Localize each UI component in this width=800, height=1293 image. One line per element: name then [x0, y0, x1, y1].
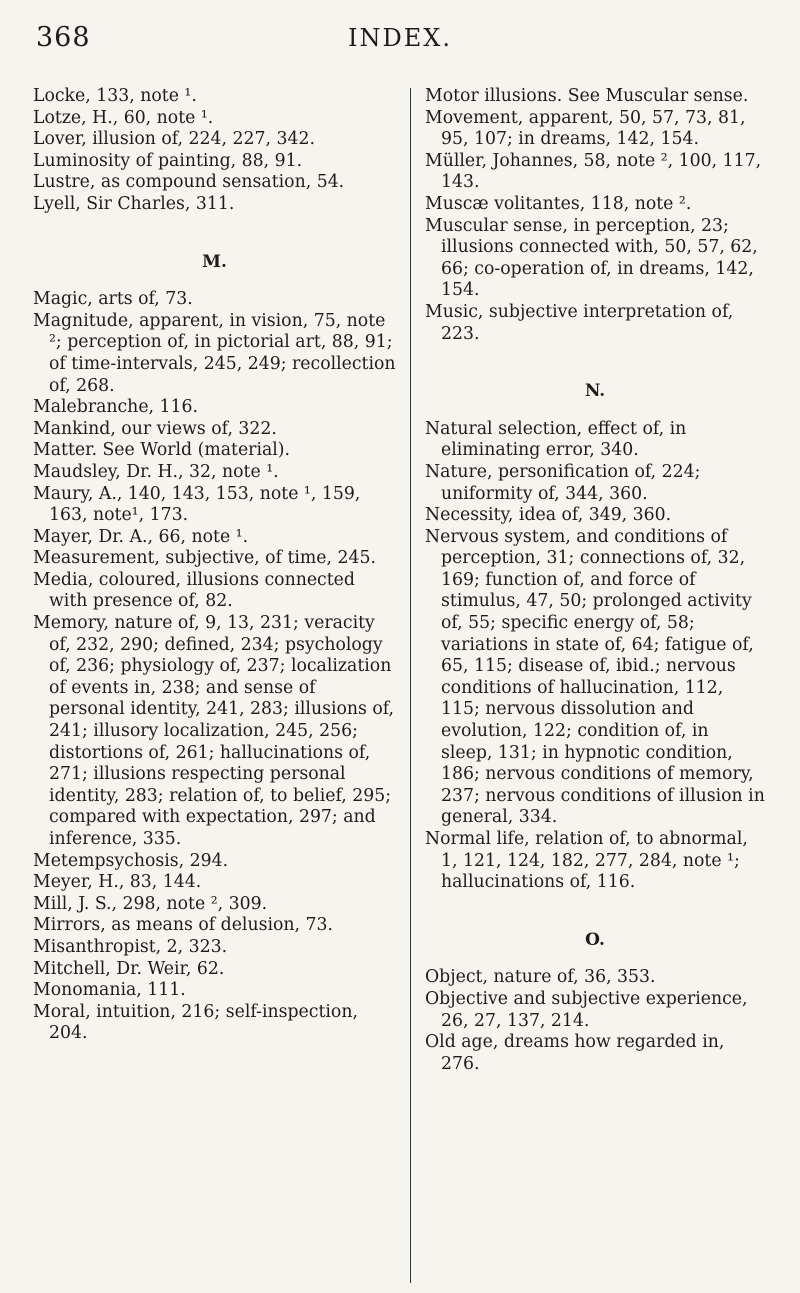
running-head: INDEX.	[348, 24, 452, 52]
index-entry: Nature, personification of, 224; uniformity of, 344, 360.	[425, 461, 701, 504]
index-entry: Mirrors, as means of delusion, 73.	[33, 915, 333, 936]
index-entry: Matter. See World (material).	[33, 440, 291, 461]
index-entry: Lyell, Sir Charles, 311.	[33, 193, 235, 214]
index-entry: Muscular sense, in perception, 23; illusions connected with, 50, 57, 62, 66; co-operation of, in dreams, 142, 154.	[425, 215, 758, 301]
index-entry: Magnitude, apparent, in vision, 75, note ²; perception of, in pictorial art, 88, 91; of time-intervals, 245, 249; recollection of, 268.	[33, 310, 396, 396]
index-entry: Mitchell, Dr. Weir, 62.	[33, 958, 225, 979]
index-entry: Luminosity of painting, 88, 91.	[33, 150, 303, 171]
index-entry: Meyer, H., 83, 144.	[33, 872, 202, 893]
index-entry: Measurement, subjective, of time, 245.	[33, 548, 377, 569]
index-entry: Maury, A., 140, 143, 153, note ¹, 159, 163, note¹, 173.	[33, 483, 361, 526]
index-entry: Misanthropist, 2, 323.	[33, 936, 228, 957]
index-entry: Nervous system, and conditions of perception, 31; connections of, 32, 169; function of, and force of stimulus, 47, 50; prolonged activity of, 55; specific energy of, 58; variations in state of, 64; fatigue of, 65, 115; disease of, ibid.; nervous conditions of hallucination, 112, 115; nervous dissolution and evolution, 122; condition of, in sleep, 131; in hypnotic condition, 186; nervous conditions of memory, 237; nervous conditions of illusion in general, 334.	[425, 526, 765, 828]
index-entry: Lover, illusion of, 224, 227, 342.	[33, 129, 315, 150]
index-entry: Metempsychosis, 294.	[33, 850, 229, 871]
index-entry: Muscæ volitantes, 118, note ².	[425, 193, 692, 214]
index-column-left	[33, 86, 396, 1045]
index-entry: Normal life, relation of, to abnormal, 1, 121, 124, 182, 277, 284, note ¹; hallucinations of, 116.	[425, 829, 748, 893]
column-divider	[410, 88, 411, 1283]
section-letter: O.	[585, 929, 605, 950]
index-entry: Objective and subjective experience, 26, 27, 137, 214.	[425, 988, 748, 1031]
index-entry: Mankind, our views of, 322.	[33, 418, 277, 439]
index-entry: Music, subjective interpretation of, 223.	[425, 301, 734, 344]
index-entry: Müller, Johannes, 58, note ², 100, 117, 143.	[425, 150, 762, 193]
index-entry: Necessity, idea of, 349, 360.	[425, 505, 672, 526]
index-entry: Old age, dreams how regarded in, 276.	[425, 1032, 725, 1074]
index-entry: Memory, nature of, 9, 13, 231; veracity of, 232, 290; defined, 234; psychology of, 236; physiology of, 237; localization of events in, 238; and sense of personal identity, 241, 283; illusions of, 241; illusory localization, 245, 256; distortions of, 261; hallucinations of, 271; illusions respecting personal identity, 283; relation of, to belief, 295; compared with expectation, 297; and inference, 335.	[33, 613, 395, 849]
index-entry: Lustre, as compound sensation, 54.	[33, 172, 345, 193]
index-entry: Moral, intuition, 216; self-inspection, 204.	[33, 1001, 358, 1044]
index-column-right	[425, 86, 765, 1075]
index-entry: Media, coloured, illusions connected with presence of, 82.	[33, 569, 355, 612]
index-entry: Natural selection, effect of, in eliminating error, 340.	[425, 418, 687, 461]
index-entry: Motor illusions. See Muscular sense.	[425, 86, 749, 106]
section-letter: N.	[584, 381, 606, 402]
index-entry: Malebranche, 116.	[33, 397, 199, 418]
index-entry: Monomania, 111.	[33, 980, 186, 1001]
index-entry: Lotze, H., 60, note ¹.	[33, 107, 214, 128]
section-letter: M.	[202, 251, 227, 272]
page-number: 368	[36, 22, 91, 53]
page-header	[36, 22, 764, 62]
index-entry: Mill, J. S., 298, note ², 309.	[33, 893, 268, 914]
index-entry: Maudsley, Dr. H., 32, note ¹.	[33, 461, 279, 482]
index-entry: Locke, 133, note ¹.	[33, 86, 197, 106]
index-entry: Mayer, Dr. A., 66, note ¹.	[33, 526, 249, 547]
index-entry: Object, nature of, 36, 353.	[425, 967, 656, 988]
index-entry: Magic, arts of, 73.	[33, 289, 193, 310]
index-entry: Movement, apparent, 50, 57, 73, 81, 95, 107; in dreams, 142, 154.	[425, 107, 746, 150]
